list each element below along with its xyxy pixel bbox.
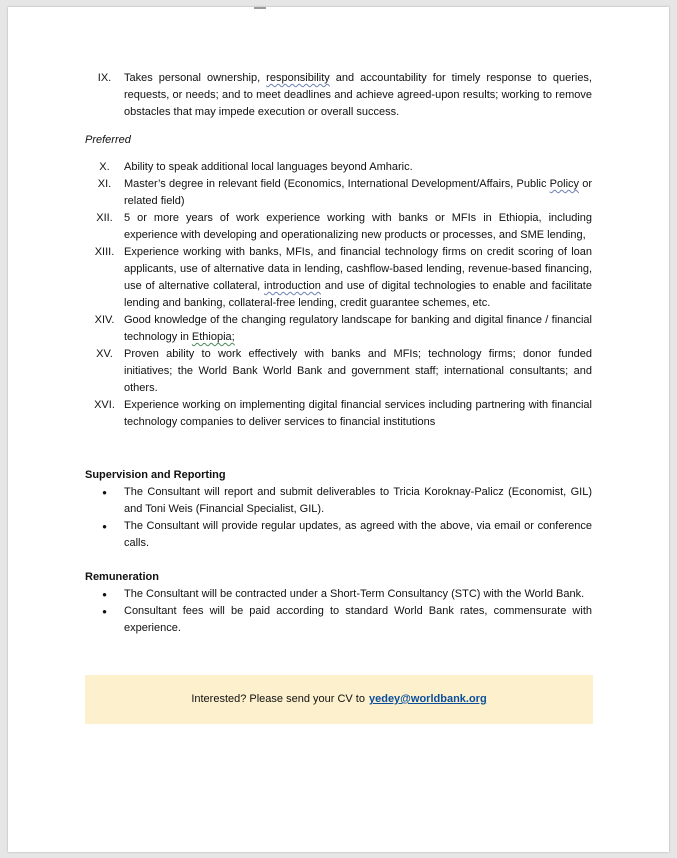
spellcheck-underlined-word: Policy: [549, 178, 580, 190]
bullet-text: The Consultant will provide regular updates, as agreed with the above, via email or conference calls.: [124, 520, 592, 549]
list-item-text: [124, 346, 592, 397]
text-run: Proven ability to work effectively with banks and MFIs; technology firms; donor funded initiatives; the World Bank World Bank and government staff; international consultants; and others.: [124, 348, 592, 394]
supervision-bullets: [85, 484, 592, 552]
bullet-icon: •: [102, 519, 107, 534]
remuneration-bullets: [85, 586, 592, 637]
list-item-text: [124, 397, 592, 431]
cv-callout-text: Interested? Please send your CV to: [191, 693, 365, 705]
email-link[interactable]: yedey@worldbank.org: [368, 693, 487, 705]
text-run: and use of digital technologies to enable and facilitate lending and banking, collateral-free lending, credit guarantee schemes, etc.: [124, 280, 592, 309]
text-run: Master’s degree in relevant field (Economics, International Development/Affairs, Public: [124, 178, 550, 190]
text-run: Takes personal ownership,: [124, 72, 267, 84]
list-item-number: XIII.: [94, 246, 115, 258]
bullet-text: The Consultant will report and submit deliverables to Tricia Koroknay-Palicz (Economist, GIL) and Toni Weis (Financial Specialist, GIL).: [124, 486, 592, 515]
list-item-text: [124, 70, 592, 121]
list-item: [85, 70, 592, 121]
document-page: [8, 7, 669, 852]
required-qualifications-list: [85, 70, 592, 121]
list-item-number: IX.: [97, 72, 112, 84]
preferred-qualifications-list: [85, 159, 592, 431]
spellcheck-underlined-word: responsibility: [266, 72, 330, 84]
list-item-number: XV.: [96, 348, 113, 360]
text-run: and accountability for timely response to queries, requests, or needs; and to meet deadlines and achieve agreed-upon results; working to remove obstacles that may impede execution or overall success.: [124, 72, 592, 118]
list-item: [85, 244, 592, 312]
list-item-number: XII.: [96, 212, 113, 224]
list-item-number: XIV.: [94, 314, 115, 326]
text-run: Experience working on implementing digital financial services including partnering with financial technology companies to deliver services to financial institutions: [124, 399, 592, 428]
bullet-item: [85, 518, 592, 552]
supervision-heading: Supervision and Reporting: [85, 469, 226, 481]
bullet-icon: •: [102, 485, 107, 500]
preferred-label: Preferred: [85, 134, 131, 146]
cv-callout-box: [85, 675, 593, 724]
page-top-marker: [254, 7, 266, 9]
text-run: Experience working with banks, MFIs, and financial technology firms on credit scoring of loan applicants, use of alternative data in lending, cashflow-based lending, revenue-based financing, use of alternative collateral,: [124, 246, 592, 292]
list-item-number: X.: [99, 161, 110, 173]
list-item-text: [124, 176, 592, 210]
list-item: [85, 210, 592, 244]
list-item-number: XVI.: [94, 399, 115, 411]
spellcheck-underlined-word: Ethiopia;: [191, 331, 235, 343]
text-run: 5 or more years of work experience working with banks or MFIs in Ethiopia, including experience with developing and operationalizing new products or processes, and SME lending,: [124, 212, 592, 241]
list-item: [85, 176, 592, 210]
text-run: Good knowledge of the changing regulatory landscape for banking and digital finance / financial technology in: [124, 314, 592, 343]
document-body: [85, 70, 592, 637]
list-item-number: XI.: [97, 178, 112, 190]
bullet-item: [85, 586, 592, 603]
list-item: [85, 159, 592, 176]
remuneration-heading: Remuneration: [85, 571, 159, 583]
bullet-item: [85, 603, 592, 637]
bullet-text: Consultant fees will be paid according to standard World Bank rates, commensurate with experience.: [124, 605, 592, 634]
text-run: or related field): [124, 178, 593, 207]
text-run: Ability to speak additional local languages beyond Amharic.: [124, 161, 413, 173]
list-item: [85, 312, 592, 346]
list-item-text: [124, 312, 592, 346]
bullet-icon: •: [102, 604, 107, 619]
list-item-text: [124, 159, 592, 176]
spellcheck-underlined-word: introduction: [264, 280, 321, 292]
bullet-item: [85, 484, 592, 518]
list-item: [85, 397, 592, 431]
bullet-text: The Consultant will be contracted under a Short-Term Consultancy (STC) with the World Bank.: [124, 588, 585, 600]
list-item-text: [124, 210, 592, 244]
bullet-icon: •: [102, 587, 107, 602]
list-item-text: [124, 244, 592, 312]
list-item: [85, 346, 592, 397]
